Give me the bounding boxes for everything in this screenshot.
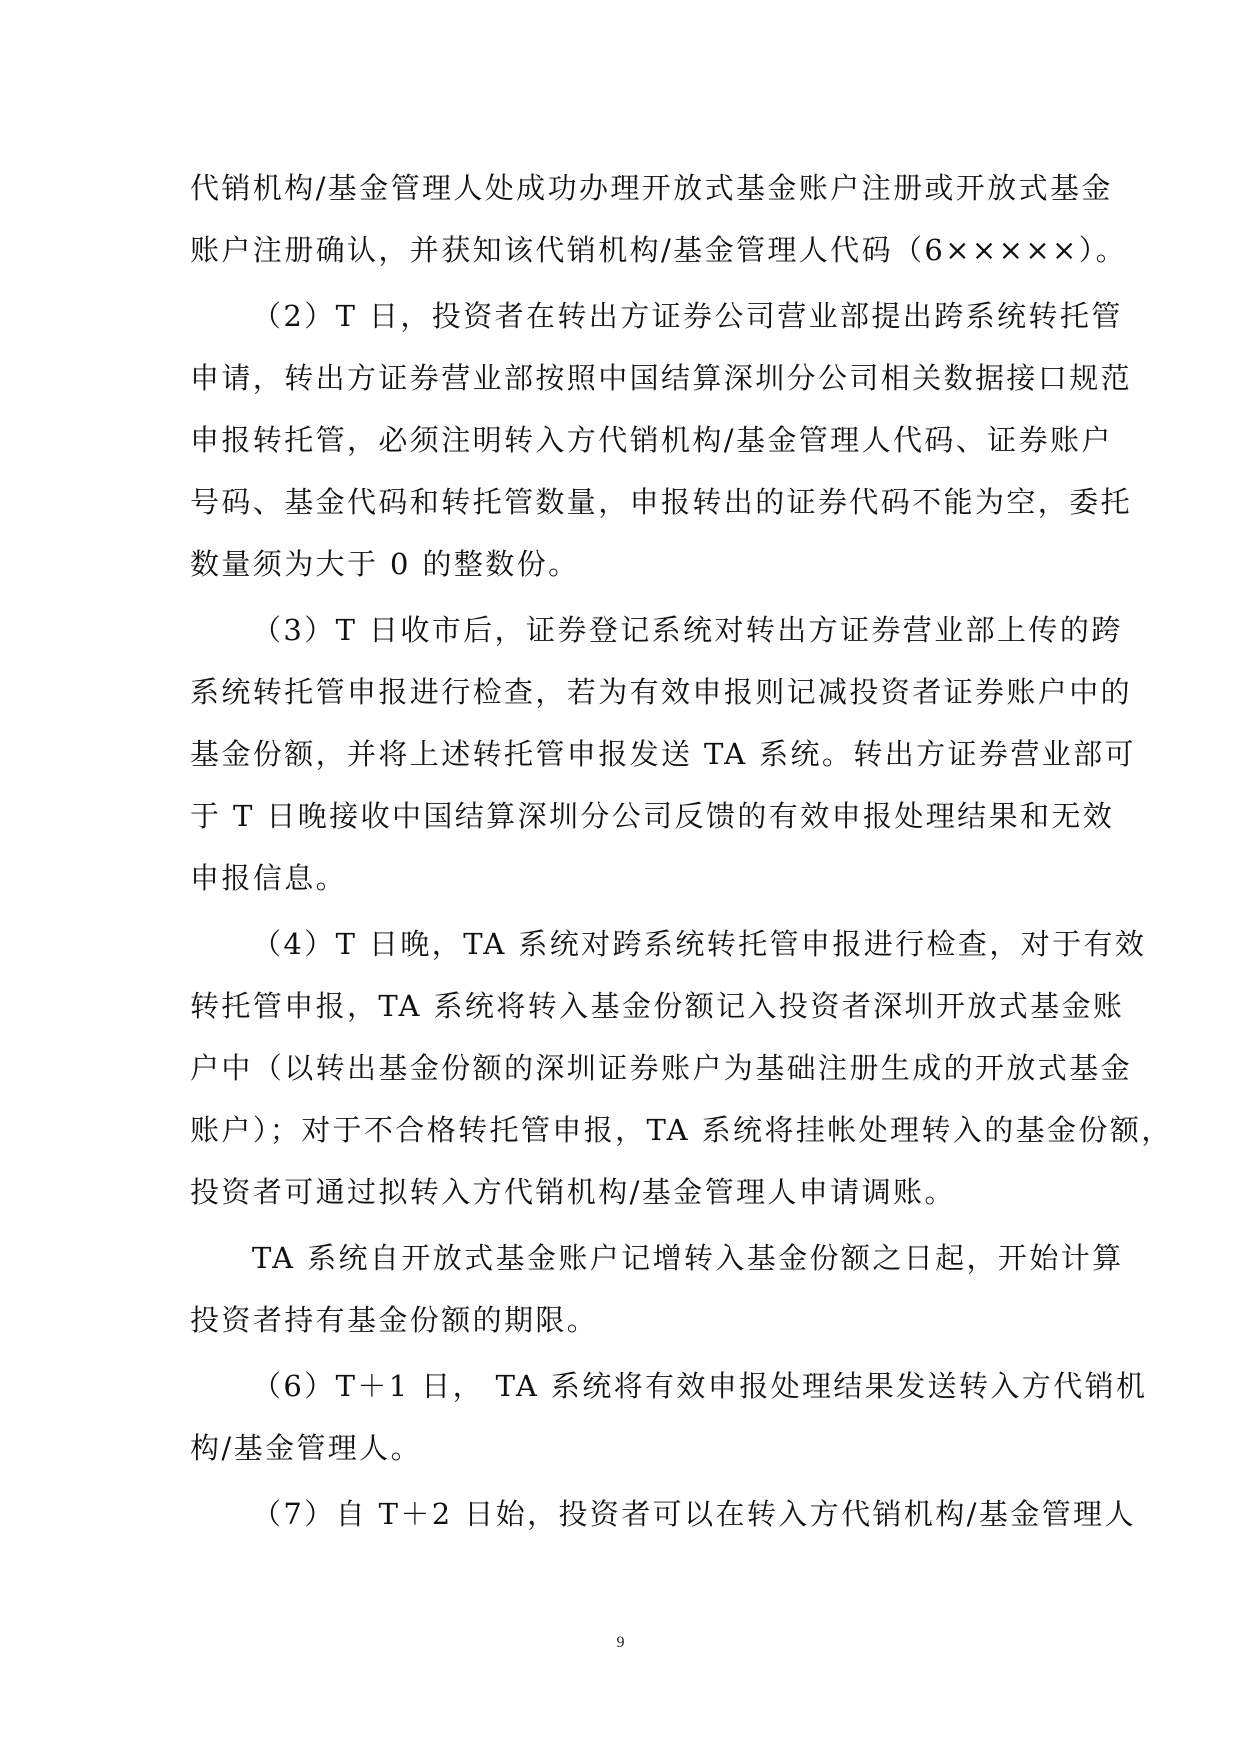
paragraph-line: 投资者持有基金份额的期限。 — [190, 1303, 599, 1337]
paragraph-line: 构/基金管理人。 — [190, 1431, 422, 1465]
paragraph-line: 基金份额，并将上述转托管申报发送 TA 系统。转出方证券营业部可 — [190, 737, 1136, 771]
paragraph-line: 数量须为大于 0 的整数份。 — [190, 547, 580, 581]
paragraph-line: 账户）；对于不合格转托管申报，TA 系统将挂帐处理转入的基金份额， — [190, 1113, 1173, 1147]
paragraph-line: 转托管申报，TA 系统将转入基金份额记入投资者深圳开放式基金账 — [190, 989, 1125, 1023]
page-number: 9 — [616, 1634, 625, 1651]
paragraph-line: 申报信息。 — [190, 861, 348, 895]
body-text — [190, 157, 1173, 1545]
paragraph-line: 于 T 日晚接收中国结算深圳分公司反馈的有效申报处理结果和无效 — [190, 799, 1115, 833]
paragraph-line: 系统转托管申报进行检查，若为有效申报则记减投资者证券账户中的 — [190, 675, 1133, 709]
paragraph-line: 代销机构/基金管理人处成功办理开放式基金账户注册或开放式基金 — [190, 171, 1113, 205]
paragraph-line: （3）T 日收市后，证券登记系统对转出方证券营业部上传的跨 — [252, 613, 1123, 647]
paragraph-line: 投资者可通过拟转入方代销机构/基金管理人申请调账。 — [190, 1175, 956, 1209]
paragraph-line: 号码、基金代码和转托管数量，申报转出的证券代码不能为空，委托 — [190, 485, 1133, 519]
paragraph-line: TA 系统自开放式基金账户记增转入基金份额之日起，开始计算 — [252, 1241, 1124, 1275]
paragraph-line: （4）T 日晚，TA 系统对跨系统转托管申报进行检查，对于有效 — [252, 927, 1147, 961]
paragraph-line: 申报转托管，必须注明转入方代销机构/基金管理人代码、证券账户 — [190, 423, 1113, 457]
paragraph-line: 账户注册确认，并获知该代销机构/基金管理人代码（6×××××）。 — [190, 233, 1128, 267]
paragraph-line: 申请，转出方证券营业部按照中国结算深圳分公司相关数据接口规范 — [190, 361, 1133, 395]
paragraph-line: （6）T＋1 日， TA 系统将有效申报处理结果发送转入方代销机 — [252, 1369, 1148, 1403]
paragraph-line: （7）自 T＋2 日始，投资者可以在转入方代销机构/基金管理人 — [252, 1497, 1136, 1531]
paragraph-line: （2）T 日，投资者在转出方证券公司营业部提出跨系统转托管 — [252, 299, 1123, 333]
paragraph-line: 户中（以转出基金份额的深圳证券账户为基础注册生成的开放式基金 — [190, 1051, 1133, 1085]
